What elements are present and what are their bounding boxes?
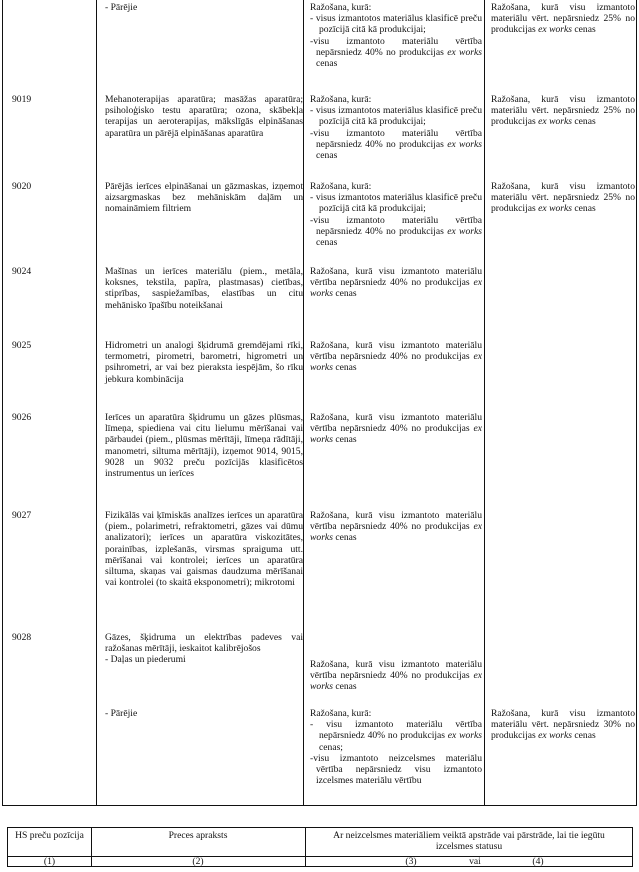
rule-text: -visu izmantoto materiālu vērtība nepārsniedz 40% no produkcijas ex works cenas	[310, 214, 482, 249]
description-text: Pārējās ierīces elpināšanai un gāzmaskas, izņemot aizsargmaskas bez mehāniskām daļām un nomaināmiem filtriem	[105, 181, 303, 215]
col-number-1: (1)	[43, 856, 56, 867]
column-header-table	[7, 827, 633, 867]
column-divider	[484, 0, 485, 805]
description-cell	[105, 510, 303, 588]
col-number-2: (2)	[192, 856, 204, 867]
rule-text: Ražošana, kurā visu izmantoto materiālu vērt. nepārsniedz 25% no produkcijas ex works cenas	[491, 94, 635, 128]
rule-text: Ražošana, kurā visu izmantoto materiālu vērtība nepārsniedz 40% no produkcijas ex works cenas	[310, 266, 482, 300]
column-divider	[303, 0, 304, 805]
rule-col4-cell	[491, 2, 635, 36]
description-text: Gāzes, šķidruma un elektrības padeves vai ražošanas mērītāji, ieskaitot kalibrējošos	[105, 632, 303, 655]
rules-table	[2, 0, 637, 806]
description-text: Hidrometri un analogi šķidrumā gremdējami rīki, termometri, pirometri, barometri, higrometri un psihrometri, ar vai bez pieraksta iespējām, šo rīku jebkura kombinācija	[105, 340, 303, 385]
description-cell	[105, 266, 303, 311]
description-text: - Pārējie	[105, 708, 138, 719]
description-cell	[105, 181, 303, 215]
rule-text: Ražošana, kurā visu izmantoto materiālu vērt. nepārsniedz 25% no produkcijas ex works cenas	[491, 181, 635, 215]
hs-header: HS preču pozīcija	[15, 830, 84, 841]
description-text: Ierīces un aparatūra šķidrumu un gāzes plūsmas, līmeņa, spiediena vai citu lielumu mērīšanai vai pārbaudei (piem., plūsmas mērītāji, līmeņa rādītāji, manometri, siltuma mērītāji), izņemot 9014, 9015, 9028 un 9032 preču pozīcijās klasificētos instrumentus un ierīces	[105, 412, 303, 480]
col-number-4: (4)	[532, 856, 544, 867]
rule-text: - visus izmantotos materiālus klasificē preču pozīcijā citā kā produkcijai;	[310, 192, 482, 215]
description-header: Preces apraksts	[168, 830, 228, 841]
rule-col3-cell	[310, 181, 482, 248]
hs-code: 9026	[12, 412, 32, 423]
rule-text: Ražošana, kurā:	[310, 708, 372, 719]
rule-text: Ražošana, kurā visu izmantoto materiālu vērtība nepārsniedz 40% no produkcijas ex works cenas	[310, 510, 482, 544]
rule-col3-cell	[310, 94, 482, 161]
processing-header: Ar neizcelsmes materiāliem veiktā apstrāde vai pārstrāde, lai tie iegūtu izcelsmes statusu	[333, 830, 605, 853]
rule-col3-cell	[310, 659, 482, 693]
rule-text: Ražošana, kurā visu izmantoto materiālu vērt. nepārsniedz 25% no produkcijas ex works cenas	[491, 2, 635, 36]
rule-text: Ražošana, kurā visu izmantoto materiālu vērtība nepārsniedz 40% no produkcijas ex works cenas	[310, 340, 482, 374]
rule-text: Ražošana, kurā visu izmantoto materiālu vērt. nepārsniedz 30% no produkcijas ex works cenas	[491, 708, 635, 742]
hs-code: 9024	[12, 266, 32, 277]
rule-col3-cell	[310, 340, 482, 374]
column-divider	[96, 0, 97, 805]
hs-code: 9027	[12, 510, 32, 521]
description-cell	[105, 94, 303, 139]
description-cell	[105, 2, 303, 13]
rule-text: -visu izmantoto materiālu vērtība nepārsniedz 40% no produkcijas ex works cenas	[310, 127, 482, 162]
rule-col4-cell	[491, 181, 635, 215]
description-cell	[105, 412, 303, 479]
rule-text: -visu izmantoto materiālu vērtība nepārsniedz 40% no produkcijas ex works cenas	[310, 35, 482, 70]
hs-code: 9028	[12, 632, 32, 643]
rule-col3-cell	[310, 2, 482, 69]
rule-text: Ražošana, kurā:	[310, 181, 372, 192]
description-text: Mehanoterapijas aparatūra; masāžas aparatūra; psiholoģisko testu aparatūra; ozona, skābekļa terapijas un aeroterapijas, mākslīgās elpināšanas aparatūra un pārējā elpināšanas aparatūra	[105, 94, 303, 139]
description-text: - Pārējie	[105, 2, 138, 13]
column-divider	[305, 828, 306, 866]
description-text: Mašīnas un ierīces materiālu (piem., metāla, koksnes, tekstila, papīra, plastmasas) cietības, stiprības, saspiežamības, elastības un citu mehānisko īpašību noteikšanai	[105, 266, 303, 311]
rule-text: - visus izmantotos materiālus klasificē preču pozīcijā citā kā produkcijai;	[310, 105, 482, 128]
rule-text: Ražošana, kurā:	[310, 2, 372, 13]
rule-col3-cell	[310, 708, 482, 786]
description-cell	[105, 708, 303, 719]
hs-code: 9020	[12, 181, 32, 192]
rule-col4-cell	[491, 708, 635, 742]
description-cell	[105, 632, 303, 666]
description-cell	[105, 340, 303, 385]
rule-col3-cell	[310, 412, 482, 446]
rule-text: Ražošana, kurā visu izmantoto materiālu vērtība nepārsniedz 40% no produkcijas ex works cenas	[310, 412, 482, 446]
col-number-3: (3)	[405, 856, 417, 867]
hs-code: 9025	[12, 340, 32, 351]
rule-text: -visu izmantoto neizcelsmes materiālu vērtība nepārsniedz visu izmantoto izcelsmes materiālu vērtību	[310, 752, 482, 787]
rule-text: - visu izmantoto materiālu vērtība nepārsniedz 40% no produkcijas ex works cenas;	[310, 719, 482, 753]
column-divider	[91, 828, 92, 866]
rule-text: Ražošana, kurā:	[310, 94, 372, 105]
hs-code: 9019	[12, 94, 32, 105]
rule-text: Ražošana, kurā visu izmantoto materiālu vērtība nepārsniedz 40% no produkcijas ex works cenas	[310, 659, 482, 693]
description-text: Fizikālās vai ķīmiskās analīzes ierīces un aparatūra (piem., polarimetri, refraktometri, gāzes vai dūmu analizatori); ierīces un aparatūra viskozitātes, porainības, izplešanās, virsmas spraiguma utt. mērīšanai vai kontrolei; ierīces un aparatūra siltuma, skaņas vai gaismas daudzuma mērīšanai vai kontrolei (to skaitā eksponometri); mikrotomi	[105, 510, 303, 589]
or-word: vai	[469, 856, 481, 867]
description-text: - Daļas un piederumi	[105, 654, 186, 666]
rule-col3-cell	[310, 266, 482, 300]
rule-col4-cell	[491, 94, 635, 128]
rule-col3-cell	[310, 510, 482, 544]
rule-text: - visus izmantotos materiālus klasificē preču pozīcijā citā kā produkcijai;	[310, 13, 482, 36]
